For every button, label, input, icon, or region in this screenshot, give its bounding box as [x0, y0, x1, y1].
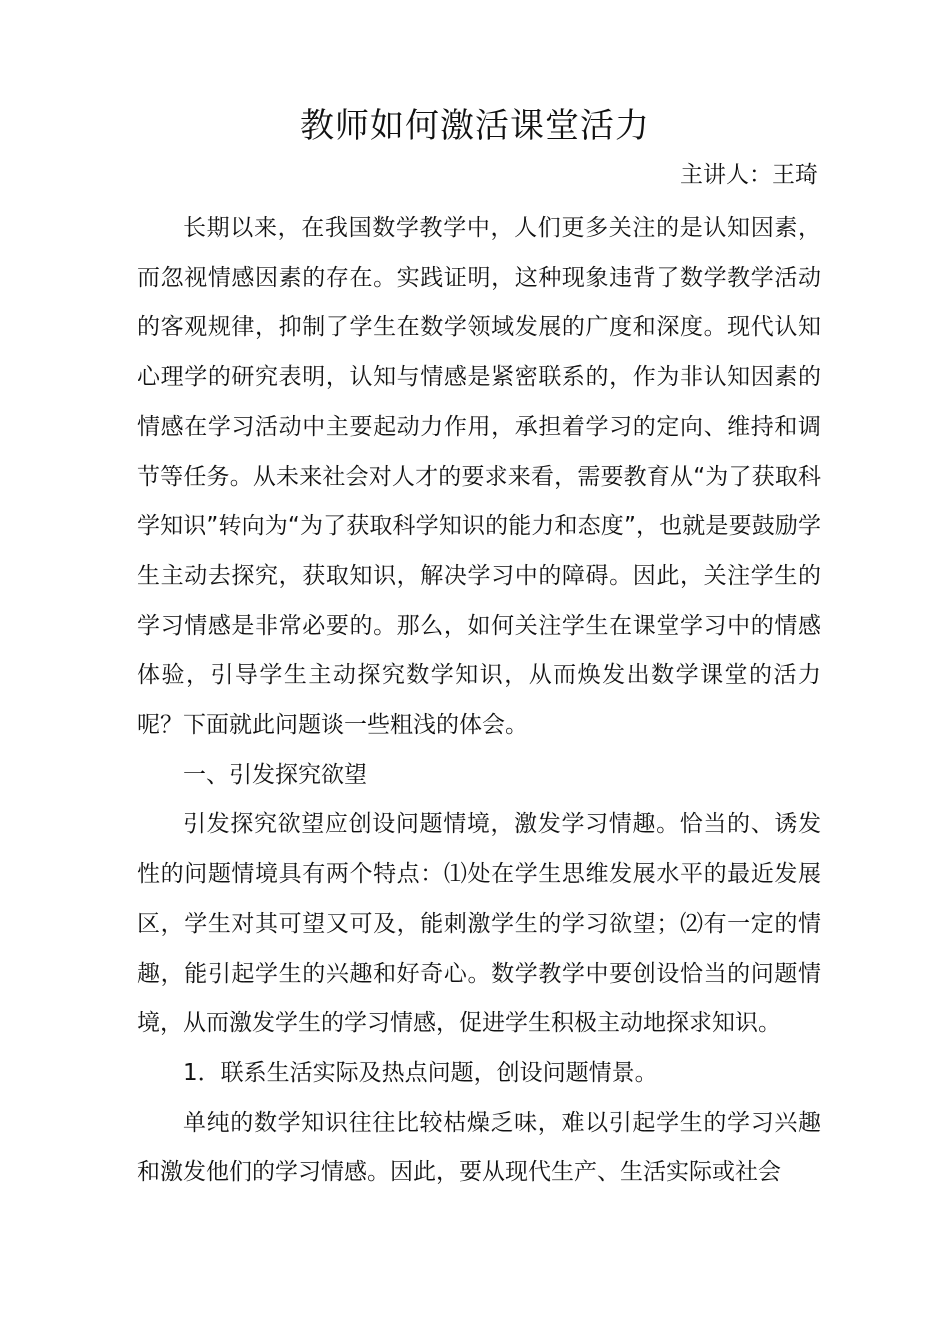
- paragraph-section-1: 引发探究欲望应创设问题情境，激发学习情趣。恰当的、诱发性的问题情境具有两个特点：⑴处在学生思维发展水平的最近发展区，学生对其可望又可及，能刺激学生的学习欲望；⑵有一定的情趣，能引起学生的兴趣和好奇心。数学教学中要创设恰当的问题情境，从而激发学生的学习情感，促进学生积极主动地探求知识。: [137, 811, 821, 1037]
- speaker-line: 主讲人：王琦: [680, 162, 818, 188]
- section-heading-1: 一、引发探究欲望: [183, 761, 367, 788]
- paragraph-intro: 长期以来，在我国数学教学中，人们更多关注的是认知因素，而忽视情感因素的存在。实践证明，这种现象违背了数学教学活动的客观规律，抑制了学生在数学领域发展的广度和深度。现代认知心理学的研究表明，认知与情感是紧密联系的，作为非认知因素的情感在学习活动中主要起动力作用，承担着学习的定向、维持和调节等任务。从未来社会对人才的要求来看，需要教育从“为了获取科学知识”转向为“为了获取科学知识的能力和态度”，也就是要鼓励学生主动去探究，获取知识，解决学习中的障碍。因此，关注学生的学习情感是非常必要的。那么，如何关注学生在课堂学习中的情感体验，引导学生主动探究数学知识，从而焕发出数学课堂的活力呢？下面就此问题谈一些粗浅的体会。: [137, 215, 821, 739]
- paragraph-subsection-1: 单纯的数学知识往往比较枯燥乏味，难以引起学生的学习兴趣和激发他们的学习情感。因此，要从现代生产、生活实际或社会: [137, 1109, 821, 1186]
- subsection-heading-1: 1．联系生活实际及热点问题，创设问题情景。: [183, 1059, 658, 1086]
- document-body: [137, 204, 821, 1198]
- document-title: 教师如何激活课堂活力: [300, 106, 650, 146]
